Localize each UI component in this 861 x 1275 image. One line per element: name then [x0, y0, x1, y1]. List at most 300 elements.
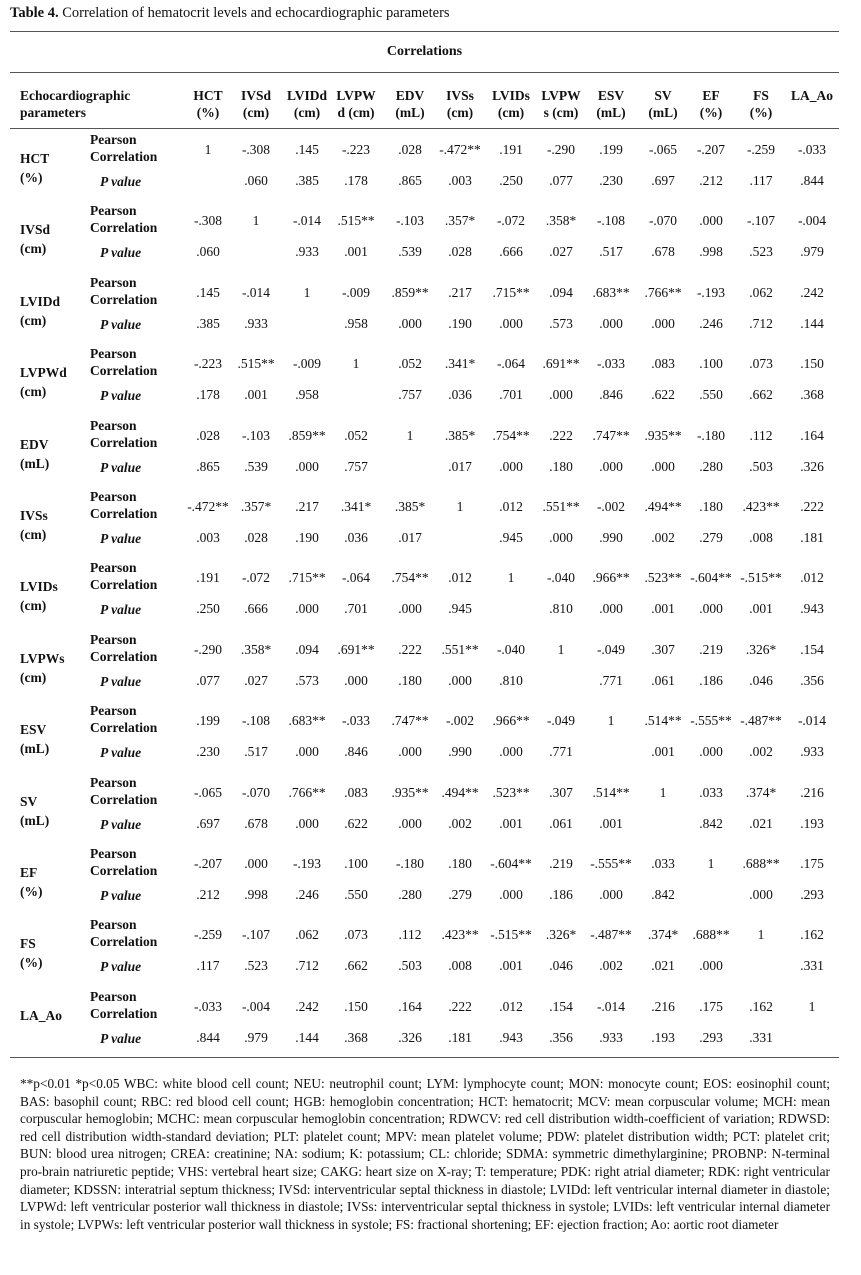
p-value-cell: .212 [196, 886, 220, 902]
pearson-cell: -.515** [490, 927, 532, 943]
pearson-cell: 1 [406, 427, 414, 443]
pearson-cell: -.107 [241, 927, 271, 943]
pearson-cell: -.107 [746, 213, 776, 229]
p-value-cell: .190 [295, 529, 319, 545]
variable-unit: (mL) [20, 812, 50, 828]
pearson-cell: .222 [398, 641, 422, 657]
p-value-cell: .002 [651, 529, 675, 545]
variable-row-group [10, 486, 839, 557]
p-value-cell: .331 [749, 1029, 773, 1045]
p-value-cell: .027 [244, 672, 268, 688]
p-value-cell: .865 [196, 458, 220, 474]
variable-label [20, 292, 90, 330]
pearson-label [90, 131, 157, 165]
p-value-cell: .293 [800, 886, 824, 902]
column-header [385, 87, 435, 121]
pearson-cell: .683** [592, 284, 630, 300]
variable-unit: (%) [20, 955, 43, 971]
pearson-label-line-1: Pearson [90, 631, 137, 647]
p-value-label: P value [100, 887, 142, 903]
p-value-cell: .550 [699, 387, 723, 403]
column-header-name: SV [654, 88, 672, 103]
pearson-cell: .094 [549, 284, 573, 300]
p-value-cell: .193 [651, 1029, 675, 1045]
column-header-name: FS [753, 88, 769, 103]
pearson-cell: .112 [749, 427, 773, 443]
column-header-name: IVSd [240, 88, 272, 103]
variable-row-group [10, 272, 839, 343]
pearson-cell: .341* [340, 498, 372, 514]
p-value-cell: .181 [800, 529, 824, 545]
p-value-cell: .077 [549, 173, 573, 188]
p-value-cell: .810 [549, 601, 573, 617]
pearson-cell: .494** [441, 784, 479, 800]
variable-row-group [10, 772, 839, 843]
p-value-cell: .000 [599, 315, 623, 331]
p-value-cell: .933 [599, 1029, 623, 1045]
pearson-cell: .747** [391, 713, 429, 729]
pearson-cell: .164 [800, 427, 824, 443]
pearson-label-line-1: Pearson [90, 132, 137, 147]
pearson-cell: .515** [337, 213, 375, 229]
pearson-label-line-1: Pearson [90, 203, 137, 219]
pearson-cell: .754** [492, 427, 530, 443]
column-header [586, 87, 636, 121]
pearson-cell: .357* [240, 498, 272, 514]
pearson-cell: .494** [644, 498, 682, 514]
p-value-cell: .061 [549, 815, 573, 831]
variable-label [20, 506, 90, 544]
p-value-cell: .000 [344, 672, 368, 688]
table-number: Table 4. [10, 5, 59, 21]
pearson-cell: .385* [444, 427, 476, 443]
variable-name: FS [20, 936, 36, 952]
pearson-label-line-1: Pearson [90, 274, 137, 290]
p-value-cell: .943 [499, 1029, 523, 1045]
pearson-cell: .175 [699, 998, 723, 1014]
p-value-cell: .000 [448, 672, 472, 688]
p-value-cell: .000 [549, 387, 573, 403]
column-header [536, 87, 586, 121]
p-value-label: P value [100, 530, 142, 546]
p-value-cell: .117 [749, 173, 773, 188]
p-value-cell: .046 [549, 958, 573, 974]
pearson-cell: -.604** [490, 855, 532, 871]
pearson-cell: -.072 [496, 213, 526, 229]
corner-label-line-1: Echocardiographic [20, 88, 131, 103]
variable-unit: (cm) [20, 241, 47, 257]
p-value-cell: .846 [599, 387, 623, 403]
p-value-cell: .523 [244, 958, 268, 974]
p-value-cell: .000 [699, 744, 723, 760]
variable-name: LVIDd [20, 293, 61, 309]
pearson-cell: .859** [391, 284, 429, 300]
p-value-cell: .842 [651, 886, 675, 902]
corner-label-line-2: parameters [20, 105, 86, 120]
pearson-label-line-1: Pearson [90, 988, 137, 1004]
p-value-cell: .000 [699, 601, 723, 617]
p-value-label: P value [100, 816, 142, 832]
pearson-cell: .966** [592, 570, 630, 586]
pearson-cell: .012 [499, 498, 523, 514]
correlation-table [10, 31, 839, 1058]
variable-unit: (cm) [20, 526, 47, 542]
p-value-cell: .573 [549, 315, 573, 331]
p-value-cell: .279 [699, 529, 723, 545]
pearson-cell: -.065 [193, 784, 223, 800]
pearson-cell: 1 [607, 713, 615, 729]
pearson-cell: -.070 [241, 784, 271, 800]
p-value-cell: .001 [749, 601, 773, 617]
pearson-cell: .688** [742, 855, 780, 871]
p-value-cell: .662 [749, 387, 773, 403]
variable-row-group [10, 629, 839, 700]
variable-name: EDV [20, 436, 49, 452]
pearson-cell: -.180 [696, 427, 726, 443]
variable-label [20, 577, 90, 615]
column-header-name: EDV [395, 88, 425, 103]
pearson-cell: -.049 [596, 641, 626, 657]
variable-name: LVIDs [20, 579, 58, 595]
variable-unit: (mL) [20, 741, 50, 757]
pearson-cell: -.040 [546, 570, 576, 586]
p-value-cell: .144 [295, 1029, 319, 1045]
pearson-label [90, 417, 157, 451]
pearson-cell: -.290 [546, 142, 576, 157]
pearson-label-line-2: Correlation [90, 934, 158, 950]
p-value-cell: .326 [398, 1029, 422, 1045]
p-value-cell: .865 [398, 173, 422, 188]
pearson-label-line-1: Pearson [90, 917, 137, 933]
variable-name: SV [20, 793, 38, 809]
p-value-cell: .003 [448, 173, 472, 188]
pearson-cell: .180 [699, 498, 723, 514]
pearson-cell: 1 [303, 284, 311, 300]
p-value-cell: .178 [196, 387, 220, 403]
pearson-cell: .199 [599, 142, 623, 157]
p-value-cell: .001 [244, 387, 268, 403]
pearson-cell: -.070 [648, 213, 678, 229]
pearson-cell: .073 [344, 927, 368, 943]
p-value-cell: .666 [244, 601, 268, 617]
p-value-cell: .539 [244, 458, 268, 474]
p-value-cell: .979 [244, 1029, 268, 1045]
p-value-cell: .046 [749, 672, 773, 688]
p-value-cell: .193 [800, 815, 824, 831]
p-value-cell: .810 [499, 672, 523, 688]
p-value-label: P value [100, 602, 142, 618]
p-value-cell: .003 [196, 529, 220, 545]
pearson-label [90, 274, 157, 308]
pearson-cell: .083 [344, 784, 368, 800]
pearson-cell: -.259 [746, 142, 776, 157]
variable-label [20, 149, 90, 187]
p-value-cell: .021 [651, 958, 675, 974]
pearson-cell: .935** [644, 427, 682, 443]
column-header-unit: (mL) [596, 105, 626, 120]
pearson-label-line-1: Pearson [90, 346, 137, 362]
p-value-cell: .001 [651, 601, 675, 617]
pearson-cell: -.515** [740, 570, 782, 586]
pearson-cell: .341* [444, 356, 476, 372]
p-value-cell: .001 [499, 958, 523, 974]
pearson-cell: -.002 [445, 713, 475, 729]
column-header [435, 87, 485, 121]
pearson-cell: .358* [545, 213, 577, 229]
p-value-cell: .180 [549, 458, 573, 474]
pearson-cell: -.103 [241, 427, 271, 443]
pearson-cell: .515** [237, 356, 275, 372]
pearson-cell: -.108 [241, 713, 271, 729]
pearson-cell: -.108 [596, 213, 626, 229]
table-body [10, 129, 839, 1058]
pearson-cell: -.065 [648, 142, 678, 157]
column-header-name: LVPW [336, 88, 376, 103]
p-value-cell: .757 [344, 458, 368, 474]
pearson-label-line-1: Pearson [90, 417, 137, 433]
variable-unit: (cm) [20, 598, 47, 614]
pearson-cell: .012 [800, 570, 824, 586]
p-value-cell: .701 [344, 601, 368, 617]
pearson-cell: .191 [499, 142, 523, 157]
pearson-cell: .691** [542, 356, 580, 372]
column-header-name: IVSs [446, 88, 474, 103]
pearson-label [90, 845, 157, 879]
pearson-cell: -.555** [590, 855, 632, 871]
p-value-cell: .021 [749, 815, 773, 831]
pearson-cell: -.103 [395, 213, 425, 229]
pearson-cell: 1 [707, 855, 715, 871]
variable-unit: (mL) [20, 455, 50, 471]
pearson-cell: .691** [337, 641, 375, 657]
p-value-cell: .000 [499, 744, 523, 760]
pearson-cell: -.049 [546, 713, 576, 729]
variable-unit: (%) [20, 170, 43, 185]
p-value-cell: .356 [800, 672, 824, 688]
column-header-unit: s (cm) [543, 105, 579, 120]
column-header-unit: d (cm) [337, 105, 375, 120]
p-value-cell: .028 [448, 244, 472, 260]
pearson-label [90, 916, 157, 950]
pearson-cell: 1 [507, 570, 515, 586]
pearson-cell: -.040 [496, 641, 526, 657]
pearson-cell: .180 [448, 855, 472, 871]
pearson-cell: -.472** [187, 498, 229, 514]
p-value-label: P value [100, 174, 142, 189]
pearson-label [90, 488, 157, 522]
column-header-name: HCT [193, 88, 223, 103]
p-value-label: P value [100, 388, 142, 404]
pearson-cell: .242 [295, 998, 319, 1014]
pearson-cell: -.308 [193, 213, 223, 229]
p-value-cell: .077 [196, 672, 220, 688]
pearson-label [90, 774, 157, 808]
pearson-cell: .859** [288, 427, 326, 443]
pearson-cell: .100 [699, 356, 723, 372]
p-value-cell: .550 [344, 886, 368, 902]
pearson-label-line-1: Pearson [90, 703, 137, 719]
pearson-cell: .033 [699, 784, 723, 800]
p-value-cell: .250 [196, 601, 220, 617]
pearson-cell: -.033 [596, 356, 626, 372]
column-header [282, 87, 332, 121]
p-value-cell: .368 [800, 387, 824, 403]
pearson-cell: .112 [398, 927, 422, 943]
p-value-cell: .990 [599, 529, 623, 545]
pearson-cell: 1 [352, 356, 360, 372]
pearson-cell: .062 [295, 927, 319, 943]
pearson-cell: 1 [252, 213, 260, 229]
pearson-cell: .551** [441, 641, 479, 657]
p-value-label: P value [100, 245, 142, 261]
variable-row-group [10, 343, 839, 414]
pearson-cell: .242 [800, 284, 824, 300]
p-value-cell: .842 [699, 815, 723, 831]
pearson-cell: -.604** [690, 570, 732, 586]
p-value-cell: .000 [651, 458, 675, 474]
p-value-cell: .678 [244, 815, 268, 831]
column-header-unit: (mL) [648, 105, 678, 120]
pearson-cell: .222 [448, 998, 472, 1014]
p-value-cell: .060 [196, 244, 220, 260]
pearson-cell: 1 [204, 142, 212, 157]
pearson-label-line-1: Pearson [90, 845, 137, 861]
p-value-cell: .000 [599, 458, 623, 474]
p-value-cell: .000 [295, 744, 319, 760]
variable-unit: (cm) [20, 312, 47, 328]
p-value-cell: .001 [599, 815, 623, 831]
column-header-name: ESV [597, 88, 625, 103]
p-value-cell: .712 [295, 958, 319, 974]
pearson-cell: -.487** [590, 927, 632, 943]
pearson-label-line-2: Correlation [90, 791, 158, 807]
p-value-cell: .943 [800, 601, 824, 617]
p-value-cell: .017 [398, 529, 422, 545]
column-header-unit: (%) [749, 105, 773, 120]
pearson-cell: .523** [644, 570, 682, 586]
p-value-cell: .002 [749, 744, 773, 760]
variable-row-group [10, 129, 839, 200]
p-value-cell: .000 [599, 886, 623, 902]
pearson-cell: .374* [647, 927, 679, 943]
p-value-label: P value [100, 1030, 142, 1046]
pearson-cell: -.064 [496, 356, 526, 372]
p-value-cell: .385 [196, 315, 220, 331]
p-value-cell: .573 [295, 672, 319, 688]
pearson-label-line-2: Correlation [90, 505, 158, 521]
pearson-cell: -.193 [696, 284, 726, 300]
column-header-unit: (cm) [242, 105, 270, 120]
variable-label [20, 363, 90, 401]
p-value-cell: .017 [448, 458, 472, 474]
p-value-cell: .331 [800, 958, 824, 974]
p-value-cell: .230 [196, 744, 220, 760]
pearson-cell: .715** [288, 570, 326, 586]
column-header [787, 87, 837, 104]
pearson-cell: .145 [196, 284, 220, 300]
pearson-cell: .162 [749, 998, 773, 1014]
variable-row-group [10, 700, 839, 771]
variable-row-group [10, 843, 839, 914]
pearson-cell: .766** [644, 284, 682, 300]
column-header-unit: (mL) [395, 105, 425, 120]
pearson-cell: .073 [749, 356, 773, 372]
column-header-name: EF [702, 88, 720, 103]
p-value-cell: .523 [749, 244, 773, 260]
pearson-cell: -.033 [193, 998, 223, 1014]
pearson-cell: -.193 [292, 855, 322, 871]
pearson-cell: -.014 [596, 998, 626, 1014]
p-value-cell: .280 [398, 886, 422, 902]
table-title: Correlation of hematocrit levels and echocardiographic parameters [62, 5, 450, 21]
p-value-cell: .771 [549, 744, 573, 760]
column-header-name: LVIDd [286, 88, 328, 103]
pearson-cell: .145 [295, 142, 319, 157]
variable-row-group [10, 557, 839, 628]
variable-row-group [10, 200, 839, 271]
pearson-cell: .326* [745, 641, 777, 657]
p-value-cell: .000 [398, 815, 422, 831]
pearson-cell: -.555** [690, 713, 732, 729]
pearson-cell: .423** [742, 498, 780, 514]
p-value-cell: .678 [651, 244, 675, 260]
pearson-label [90, 988, 157, 1022]
pearson-cell: 1 [808, 998, 816, 1014]
p-value-cell: .933 [800, 744, 824, 760]
pearson-cell: -.014 [292, 213, 322, 229]
pearson-cell: -.004 [241, 998, 271, 1014]
pearson-cell: .935** [391, 784, 429, 800]
pearson-label-line-2: Correlation [90, 220, 158, 236]
variable-label [20, 863, 90, 901]
p-value-cell: .008 [749, 529, 773, 545]
p-value-cell: .250 [499, 173, 523, 188]
pearson-cell: .062 [749, 284, 773, 300]
p-value-cell: .385 [295, 173, 319, 188]
column-header [686, 87, 736, 121]
p-value-cell: .186 [699, 672, 723, 688]
pearson-cell: .199 [196, 713, 220, 729]
pearson-cell: -.014 [241, 284, 271, 300]
p-value-cell: .178 [344, 173, 368, 188]
p-value-cell: .844 [196, 1029, 220, 1045]
pearson-label-line-2: Correlation [90, 363, 158, 379]
pearson-cell: .052 [344, 427, 368, 443]
variable-name: LVPWd [20, 365, 67, 381]
variable-name: IVSs [20, 507, 48, 523]
column-header [231, 87, 281, 121]
variable-label [20, 435, 90, 473]
p-value-cell: .144 [800, 315, 824, 331]
p-value-label: P value [100, 745, 142, 761]
pearson-cell: 1 [456, 498, 464, 514]
pearson-label-line-1: Pearson [90, 488, 137, 504]
pearson-cell: .217 [295, 498, 319, 514]
pearson-cell: .715** [492, 284, 530, 300]
pearson-label [90, 559, 157, 593]
p-value-cell: .000 [398, 744, 422, 760]
column-header-name: LVPW [541, 88, 581, 103]
pearson-cell: .100 [344, 855, 368, 871]
p-value-cell: .001 [499, 815, 523, 831]
p-value-cell: .000 [599, 601, 623, 617]
variable-name: EF [20, 864, 38, 880]
variable-label [20, 649, 90, 687]
pearson-label [90, 345, 157, 379]
p-value-cell: .036 [448, 387, 472, 403]
pearson-cell: .094 [295, 641, 319, 657]
p-value-cell: .186 [549, 886, 573, 902]
